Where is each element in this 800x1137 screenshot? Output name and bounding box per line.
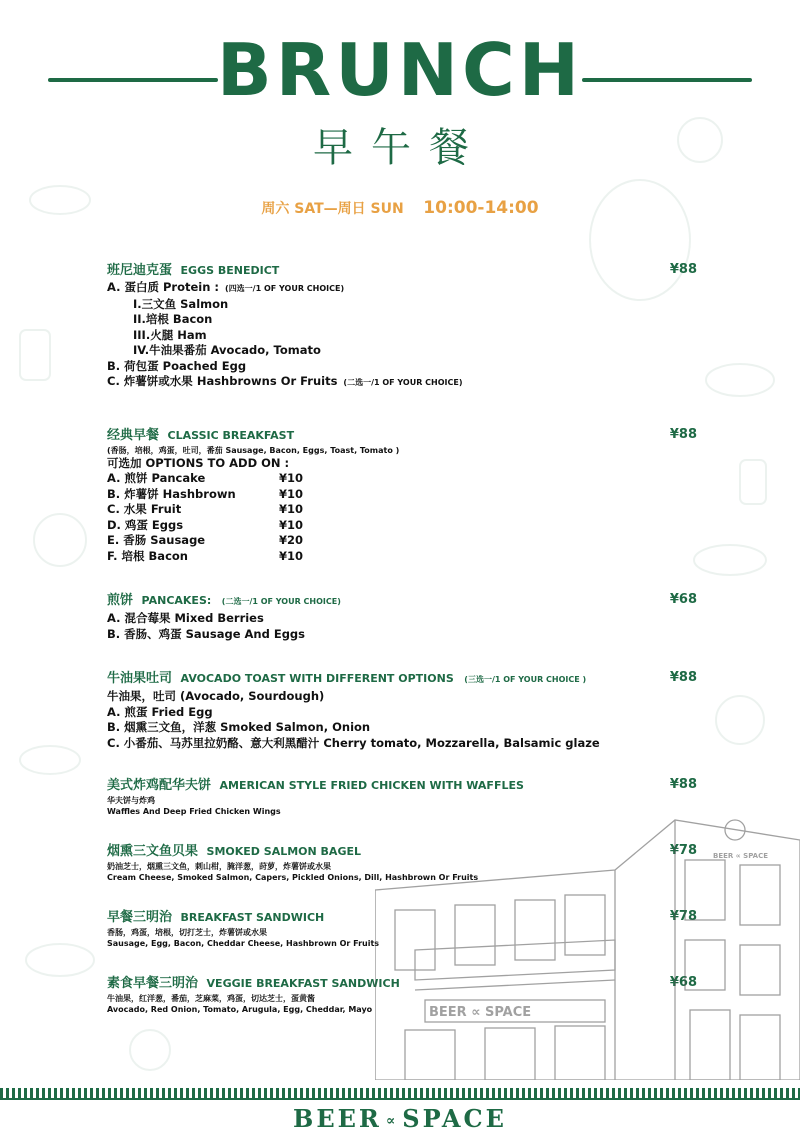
item-price: ¥88 [669, 426, 697, 442]
item-price: ¥78 [669, 843, 697, 858]
item-title-cn: 早餐三明治 [107, 910, 173, 925]
footer-rule [0, 1098, 800, 1100]
item-line: A. 煎蛋 Fried Egg [107, 704, 213, 719]
item-title-cn: 煎饼 [107, 593, 134, 608]
item-description-cn: 奶油芝士，烟熏三文鱼，刺山柑，腌洋葱，莳萝，炸薯饼或水果 [107, 862, 331, 871]
option-row [107, 471, 697, 487]
choice-note: (四选一/1 OF YOUR CHOICE) [225, 284, 345, 293]
item-title-cn: 牛油果吐司 [107, 671, 173, 686]
item-title-en: AMERICAN STYLE FRIED CHICKEN WITH WAFFLES [219, 779, 524, 792]
footer-stripe [0, 1088, 800, 1098]
item-line: III.火腿 Ham [133, 327, 207, 342]
building-illustration [375, 800, 800, 1080]
item-title-cn: 班尼迪克蛋 [107, 263, 173, 278]
option-name: D. 鸡蛋 Eggs [107, 517, 184, 532]
item-description-en: Waffles And Deep Fried Chicken Wings [107, 807, 281, 816]
option-price: ¥10 [279, 486, 304, 501]
item-title [107, 670, 697, 689]
item-title-en: CLASSIC BREAKFAST [167, 428, 295, 442]
item-line: C. 小番茄、马苏里拉奶酪、意大利黑醋汁 Cherry tomato, Mozzarella, Balsamic glaze [107, 735, 600, 750]
page-title: BRUNCH [216, 28, 584, 112]
item-description-en: Sausage, Egg, Bacon, Cheddar Cheese, Hashbrown Or Fruits [107, 939, 380, 948]
item-title-cn: 经典早餐 [107, 427, 160, 443]
option-price: ¥10 [279, 548, 304, 563]
option-row [107, 549, 697, 565]
item-title [107, 427, 697, 445]
item-title [107, 262, 697, 280]
brand-logo [0, 1104, 800, 1133]
item-title-cn: 烟熏三文鱼贝果 [107, 844, 199, 859]
item-line: I.三文鱼 Salmon [133, 296, 229, 311]
item-title-en: VEGGIE BREAKFAST SANDWICH [206, 977, 400, 990]
item-title-en: BREAKFAST SANDWICH [180, 911, 325, 924]
item-line: II.培根 Bacon [133, 312, 213, 326]
item-line [107, 280, 697, 297]
item-line-text: C. 炸薯饼或水果 Hashbrowns Or Fruits [107, 374, 338, 388]
option-row [107, 533, 697, 549]
item-price: ¥88 [669, 262, 697, 277]
logo-right: SPACE [402, 1104, 507, 1133]
menu-item-eggs-benedict [107, 262, 697, 391]
option-name: A. 煎饼 Pancake [107, 471, 206, 485]
option-name: C. 水果 Fruit [107, 502, 182, 516]
menu-item-avocado-toast [107, 670, 697, 751]
option-row [107, 502, 697, 518]
opening-time: 10:00-14:00 [423, 198, 539, 218]
item-title-en: PANCAKES: [141, 594, 212, 607]
options-header: 可选加 OPTIONS TO ADD ON : [107, 455, 290, 470]
item-title-cn: 美式炸鸡配华夫饼 [107, 778, 212, 793]
page-title-chinese: 早午餐 [313, 125, 487, 171]
item-line: IV.牛油果番茄 Avocado, Tomato [133, 343, 321, 357]
menu-item-pancakes [107, 592, 697, 642]
item-title-en: SMOKED SALMON BAGEL [206, 845, 361, 858]
item-line: 牛油果，吐司 (Avocado, Sourdough) [107, 689, 325, 703]
item-title-en: EGGS BENEDICT [180, 264, 280, 277]
option-row [107, 487, 697, 503]
building-sign: BEER ∝ SPACE [429, 1005, 532, 1020]
option-name: E. 香肠 Sausage [107, 533, 206, 547]
item-price: ¥68 [669, 592, 697, 607]
item-line: B. 荷包蛋 Poached Egg [107, 358, 247, 373]
item-title [107, 777, 697, 795]
item-line: B. 香肠、鸡蛋 Sausage And Eggs [107, 626, 305, 641]
menu-item-classic-breakfast [107, 427, 697, 565]
building-side-sign: BEER ∝ SPACE [713, 852, 769, 860]
item-line: B. 烟熏三文鱼，洋葱 Smoked Salmon, Onion [107, 720, 371, 734]
logo-left: BEER [293, 1104, 382, 1133]
item-description: (香肠，培根，鸡蛋，吐司，番茄 Sausage, Bacon, Eggs, Toast, Tomato ) [107, 445, 400, 455]
option-price: ¥10 [279, 502, 304, 516]
item-title [107, 592, 697, 611]
choice-note: (三选一/1 OF YOUR CHOICE ) [464, 675, 587, 684]
option-price: ¥10 [279, 517, 304, 532]
item-description-en: Avocado, Red Onion, Tomato, Arugula, Egg, Cheddar, Mayo [107, 1005, 373, 1014]
item-price: ¥88 [669, 670, 697, 685]
option-name: B. 炸薯饼 Hashbrown [107, 486, 236, 501]
item-description-en: Cream Cheese, Smoked Salmon, Capers, Pickled Onions, Dill, Hashbrown Or Fruits [107, 873, 479, 882]
item-line: A. 混合莓果 Mixed Berries [107, 611, 264, 625]
item-price: ¥78 [669, 909, 697, 924]
item-line-text: A. 蛋白质 Protein : [107, 280, 220, 294]
item-line [107, 374, 697, 391]
option-name: F. 培根 Bacon [107, 548, 188, 563]
choice-note: (二选一/1 OF YOUR CHOICE) [221, 597, 341, 606]
item-price: ¥88 [669, 777, 697, 792]
header [0, 0, 800, 240]
choice-note: (二选一/1 OF YOUR CHOICE) [343, 378, 463, 387]
item-description-cn: 华夫饼与炸鸡 [107, 796, 155, 805]
item-description-cn: 香肠，鸡蛋，培根，切打芝士，炸薯饼或水果 [107, 928, 267, 937]
opening-days: 周六 SAT—周日 SUN [261, 201, 404, 217]
item-price: ¥68 [669, 975, 697, 990]
option-price: ¥20 [279, 533, 304, 547]
item-description-cn: 牛油果，红洋葱，番茄，芝麻菜，鸡蛋，切达芝士，蛋黄酱 [107, 994, 315, 1003]
logo-mark-icon: ∝ [385, 1112, 399, 1129]
opening-hours [0, 198, 800, 218]
option-row [107, 518, 697, 534]
item-title-en: AVOCADO TOAST WITH DIFFERENT OPTIONS [180, 672, 454, 685]
option-price: ¥10 [279, 471, 304, 485]
item-title-cn: 素食早餐三明治 [107, 976, 199, 991]
